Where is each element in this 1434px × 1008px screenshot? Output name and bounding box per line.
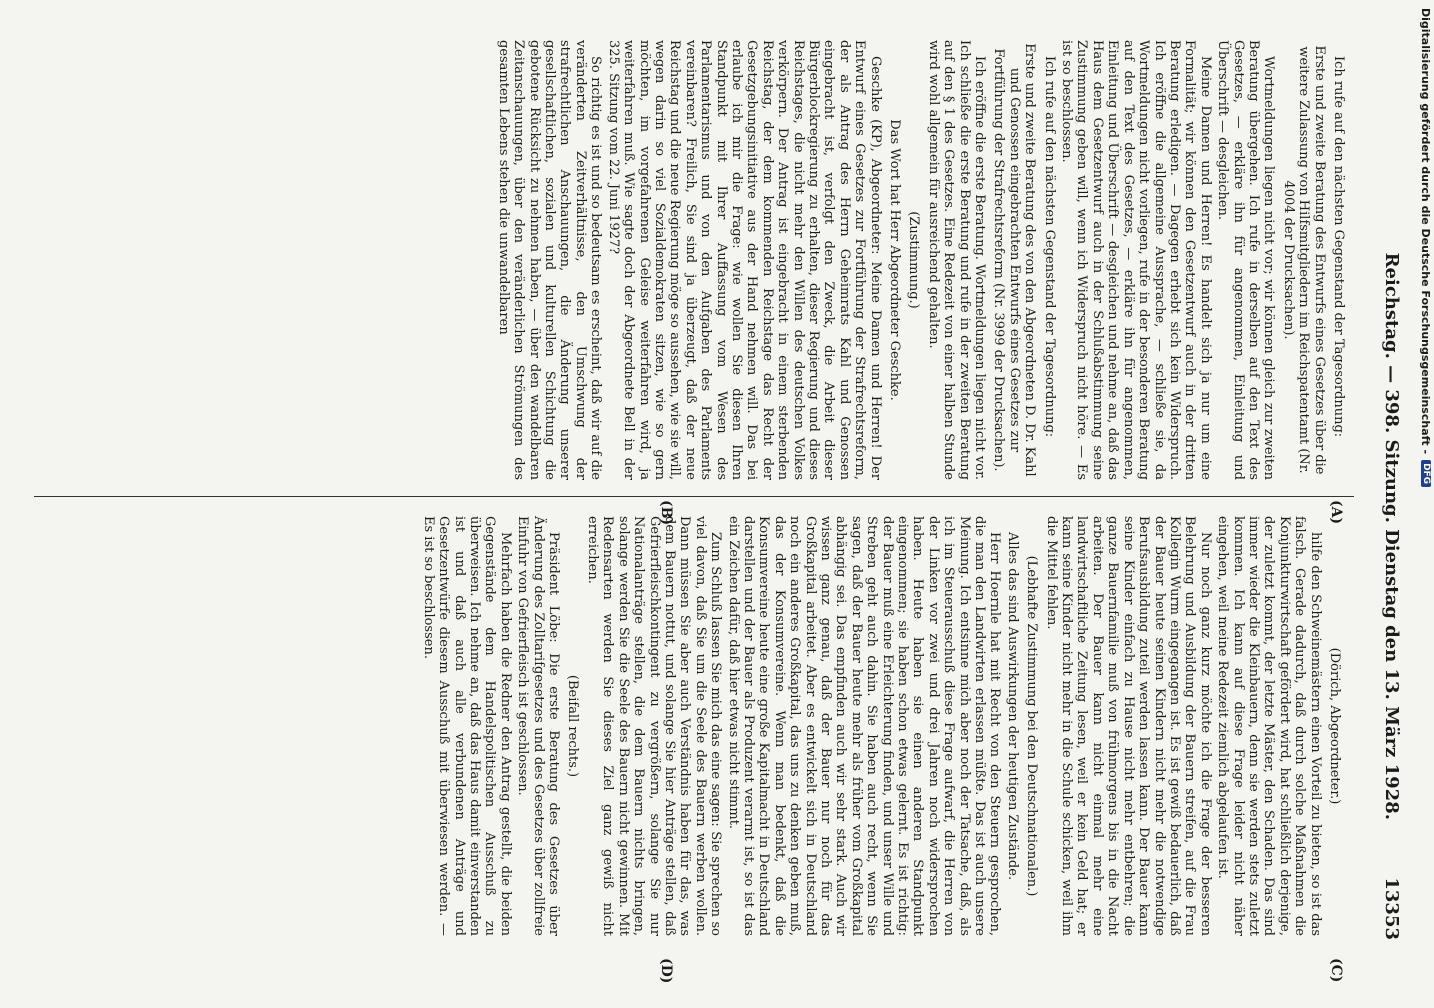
- margin-mark-b: (B): [658, 500, 674, 526]
- digitization-credit: [1418, 0, 1434, 1008]
- speaker-call: Das Wort hat Herr Abgeordneter Geschke.: [887, 119, 903, 401]
- page-header: [1376, 40, 1406, 940]
- column-left: [418, 516, 1346, 936]
- paragraph: Mehrfach haben die Redner den Antrag gestellt, die beiden Gegenstände dem Handelspolitischen Ausschuß zu überweisen. Ich nehme an, daß das Haus damit einverstanden ist und daß auch alle verbundenen Anträge und Gesetzentwürfe diesem Ausschuß mit überwiesen werden. — Es ist so beschlossen.: [420, 516, 513, 936]
- margin-mark-c: (C): [1328, 958, 1344, 983]
- dfg-logo: DFG: [1421, 460, 1431, 487]
- paragraph: Herr Hoernle hat mit Recht von den Steuern gesprochen, die man den Landwirten erlassen müßte. Das ist auch unsere Meinung. Ich entsinne mich aber noch der Tatsache, daß, als ich im Steuerausschuß diese Frage aufwarf, die Herren von der Linken vor zwei und drei Jahren noch widersprochen haben. Heute haben sie einen anderen Standpunkt eingenommen; sie haben schon etwas gelernt. Es ist richtig: der Bauer muß eine Erleichterung finden, und unser Wille und Streben geht auch dahin. Sie haben auch recht, wenn Sie sagen, daß der Bauer heute mehr als früher vom Großkapital abhängig sei. Das empfinden auch wir sehr stark. Auch wir wissen ganz genau, daß der Bauer nur noch für das Großkapital arbeitet. Aber es entwickelt sich in Deutschland noch ein anderes Großkapital, das uns zu denken geben muß, das der Konsumvereine. Wenn man bedenkt, daß die Konsumvereine heute eine große Kapitalmacht in Deutschland darstellen und der Bauer als Produzent verarmt ist, so ist das ein Zeichen dafür, daß hier etwas nicht stimmt.: [725, 516, 1003, 936]
- page-number: 13353: [1381, 877, 1402, 940]
- paragraph: Geschke (KP), Abgeordneter: Meine Damen und Herren! Der Entwurf eines Gesetzes zur Fortführung der Strafrechtsreform, der als Antrag des Herrn Geheimrats Kahl und Genossen eingebracht ist, verfolgt den Zweck, die Arbeit dieser Bürgerblockregierung zu erhalten, dieser Regierung und dieses Reichstages, die nicht mehr den Willen des deutschen Volkes verkörpern. Der Antrag ist eingebracht in einem sterbenden Reichstag, der dem kommenden Reichstage das Recht der Gesetzgebungsinitiative aus der Hand nehmen will. Das bei erlaube ich mir die Frage: wie wollen Sie diesen Ihren Standpunkt mit Ihrer Auffassung vom Wesen des Parlamentarismus und von den Aufgaben des Parlaments vereinbaren? Freilich, Sie sind ja überzeugt, daß der neue Reichstag und die neue Regierung möge so aussehen, wie sie will, wegen darin so viel Sozialdemokraten sitzen, wie so gern möchten, im vorgefahrenen Geleise weiterfahren wird, ja weiterfahren muß. Wie sagte doch der Abgeordnete Bell in der 325. Sitzung vom 22. Juni 1927?: [605, 40, 883, 480]
- agenda-item: Erste und zweite Beratung des Entwurfs eines Gesetzes über die weitere Zulassung von Hilfsmitgliedern im Reichspatentamt (Nr. 4004 der Drucksachen).: [1280, 45, 1327, 475]
- paragraph: Präsident Löbe: Die erste Beratung des Gesetzes über Änderung des Zolltarifgesetzes und des Gesetzes über zollfreie Einfuhr von Gefrierfleisch ist geschlossen.: [515, 516, 562, 936]
- credit-text: Digitalisierung gefördert durch die Deutsche Forschungsgemeinschaft -: [1419, 8, 1433, 455]
- paragraph: So richtig es ist und so bedeutsam es erscheint, daß wir auf die veränderten Zeitverhältnisse, den Umschwung der strafrechtlichen Anschauungen, die Änderung unserer gesellschaftlichen, sozialen und kulturellen Schichtung die gebotene Rücksicht zu nehmen haben, — über den wandelbaren Zeitanschauungen, über den veränderlichen Strömungen des gesamten Lebens stehen die unwandelbaren: [495, 40, 604, 480]
- header-title: Reichstag. — 398. Sitzung. Dienstag den 13. März 1928.: [1381, 252, 1402, 820]
- margin-mark-a: (A): [1328, 500, 1344, 525]
- interjection: (Beifall rechts.): [565, 674, 581, 778]
- paragraph: Alles das sind Auswirkungen der heutigen Zustände.: [1004, 532, 1020, 881]
- paragraph: Zum Schluß lassen Sie mich das eine sagen: Sie sprechen so viel davon, daß Sie um die Seele des Bauern werben wollen. Dann müssen Sie aber auch Verständnis haben für das, was dem Bauern nottut, und solange Sie hier Anträge stellen, daß Gefrierfleischkontingent zu vergrößern, solange Sie nur Nationalanträge stellen, die dem Bauern nichts bringen, solange werden Sie die Seele des Bauern nicht gewinnen. Mit Redensarten werden Sie dieses Ziel ganz gewiß nicht erreichen.: [584, 516, 724, 936]
- paragraph: Ich rufe auf den nächsten Gegenstand der Tagesordnung:: [1041, 56, 1057, 438]
- column-divider: [34, 496, 1354, 497]
- paragraph: Ich rufe auf den nächsten Gegenstand der Tagesordnung:: [1331, 56, 1346, 438]
- interjection: (Zustimmung.): [906, 211, 922, 309]
- speaker-line: (Dörich, Abgeordneter.): [1327, 647, 1342, 805]
- paragraph: Ich eröffne die erste Beratung. Wortmeldungen liegen nicht vor. Ich schließe die erste Beratung und rufe in der zweiten Beratung auf den § 1 des Gesetzes. Eine Redezeit von einer halben Stunde wird wohl allgemein für ausreichend gehalten.: [925, 40, 988, 480]
- paragraph: Wortmeldungen liegen nicht vor; wir können gleich zur zweiten Beratung übergehen. Ich rufe in derselben auf den Text des Gesetzes, — erkläre ihn für angenommen, Einleitung und Überschrift — desgleichen.: [1215, 40, 1277, 480]
- paragraph: hilfe den Schweinemästern einen Vorteil zu bieten, so ist das falsch. Gerade dadurch, daß durch solche Maßnahmen die Konjunkturwirtschaft gefördert wird, hat schließlich derjenige, der zuletzt kommt, der letzte Mäster, den Schaden. Das sind immer wieder die Kleinbauern, denn sie werden stets zuletzt kommen. Ich kann auf diese Frage leider nicht näher eingehen, weil meine Redezeit ziemlich abgelaufen ist.: [1215, 516, 1323, 936]
- agenda-item: Erste und zweite Beratung des von den Abgeordneten D. Dr. Kahl und Genossen eingebrachten Entwurfs eines Gesetzes zur Fortführung der Strafrechtsreform (Nr. 3999 der Drucksachen).: [991, 43, 1038, 477]
- interjection: (Lebhafte Zustimmung bei den Deutschnationalen.): [1024, 555, 1040, 897]
- paragraph: Nur noch ganz kurz möchte ich die Frage der besseren Belehrung und Ausbildung der Bauern streifen, auf die Frau Kollegin Wurm eingegangen ist. Es ist gewiß bedauerlich, daß der Bauer heute seinen Kindern nicht mehr die notwendige Berufsausbildung zuteil werden lassen kann. Der Bauer kann seine Kinder einfach zu Hause nicht mehr entbehren; die ganze Bauernfamilie muß von frühmorgens bis in die Nacht arbeiten. Der Bauer kann nicht einmal mehr eine landwirtschaftliche Zeitung lesen, weil er kein Geld hat; er kann seine Kinder nicht mehr in die Schule schicken, weil ihm die Mittel fehlen.: [1043, 516, 1213, 936]
- margin-mark-d: (D): [658, 958, 674, 984]
- paragraph: Meine Damen und Herren! Es handelt sich ja nur um eine Formalität; wir können den Gesetzentwurf auch in der dritten Beratung erledigen. — Dagegen erhebt sich kein Widerspruch. Ich eröffne die allgemeine Aussprache, — schließe sie, da Wortmeldungen nicht vorliegen, rufe in der besonderen Beratung auf den Text des Gesetzes, — erkläre ihn für angenommen, Einleitung und Überschrift — desgleichen und nehme an, daß das Haus dem Gesetzentwurf auch in der Schlußabstimmung seine Zustimmung geben will, wenn ich Widerspruch nicht höre. — Es ist so beschlossen.: [1059, 40, 1213, 480]
